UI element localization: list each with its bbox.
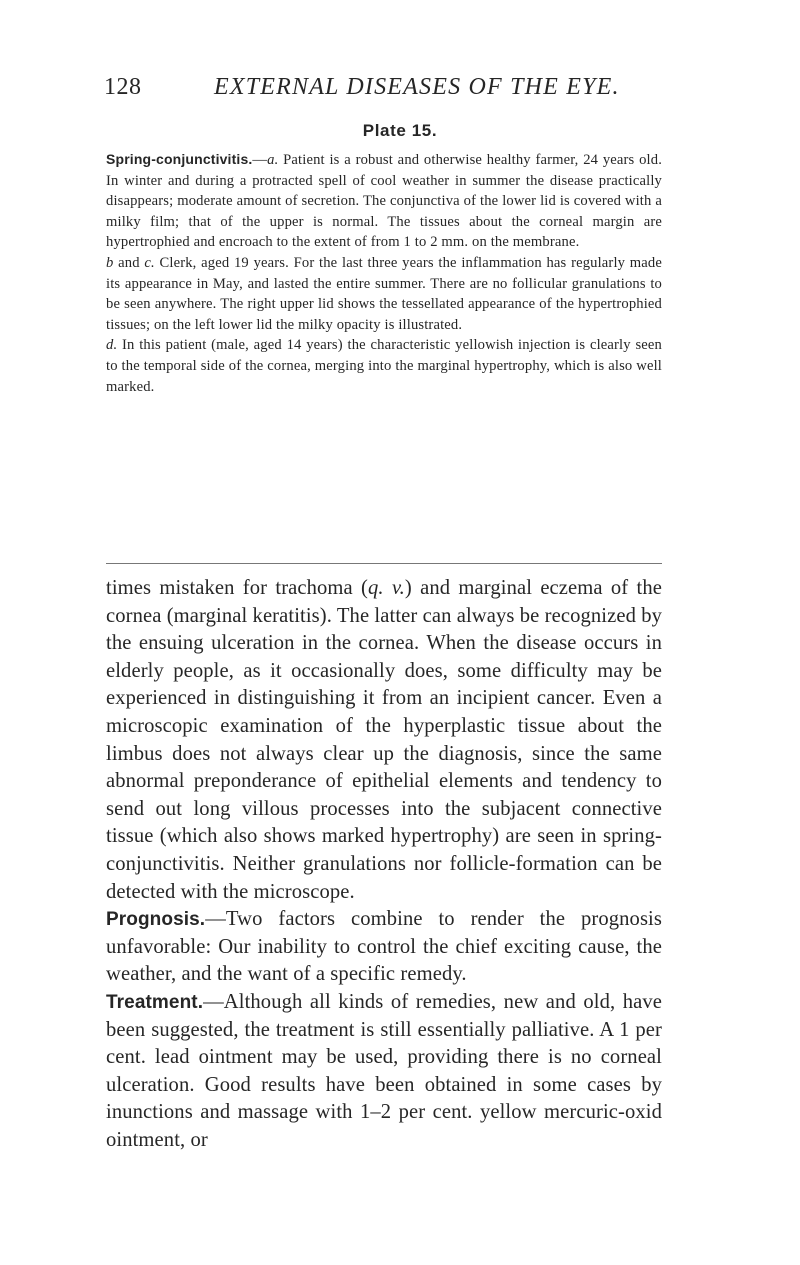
caption-heading: Spring-conjunctivitis. xyxy=(106,151,253,167)
main-text xyxy=(106,575,662,1154)
prognosis-text: —Two factors combine to render the prognosis unfavorable: Our inability to control the chief exciting cause, the weather, and the want of a specific remedy. xyxy=(106,908,662,986)
caption-letter-a: a. xyxy=(267,152,279,168)
prognosis-paragraph xyxy=(106,906,662,989)
treatment-paragraph xyxy=(106,989,662,1155)
caption-text-b: Clerk, aged 19 years. For the last three years the inflammation has regularly made its appearance in May, and lasted the entire summer. There are no follicular granulations to be seen anywhere. The right upper lid shows the tessellated appearance of the hypertrophied tissues; on the left lower lid the milky opacity is illustrated. xyxy=(106,254,662,333)
treatment-text: —Although all kinds of remedies, new and old, have been suggested, the treatment is still essentially palliative. A 1 per cent. lead ointment may be used, providing there is no corneal ulceration. Good results have been obtained in some cases by inunctions and massage with 1–2 per cent. yellow mercuric-oxid ointment, or xyxy=(106,990,662,1151)
caption-letter-b: b xyxy=(106,254,114,271)
running-header xyxy=(104,74,664,104)
plate-caption xyxy=(106,149,662,397)
caption-letter-c: c. xyxy=(144,254,155,271)
body-text-after: ) and marginal eczema of the cornea (marginal keratitis). The latter can always be recognized by the ensuing ulceration in the cornea. When the disease occurs in elderly people, as it occasionally does, some difficulty may be experienced in distinguishing it from an incipient cancer. Even a microscopic examination of the hyperplastic tissue about the limbus does not always clear up the diagnosis, since the same abnormal preponderance of epithelial elements and tendency to send out long villous processes into the subjacent connective tissue (which also shows marked hypertrophy) are seen in spring-conjunctivitis. Neither granulations nor follicle-formation can be detected with the microscope. xyxy=(106,577,663,903)
caption-text-a: Patient is a robust and otherwise healthy farmer, 24 years old. In winter and during a protracted spell of cool weather in summer the disease practically disappears; moderate amount of secretion. The conjunctiva of the lower lid is covered with a milky film; that of the upper is normal. The tissues about the corneal margin are hypertrophied and encroach to the extent of from 1 to 2 mm. on the membrane. xyxy=(106,152,662,251)
caption-paragraph-d xyxy=(106,335,662,397)
plate-title: Plate 15. xyxy=(362,121,438,140)
caption-paragraph-a xyxy=(106,149,662,253)
body-text-before: times mistaken for trachoma ( xyxy=(106,577,369,599)
body-paragraph-1 xyxy=(106,575,662,906)
prognosis-heading: Prognosis. xyxy=(106,909,206,931)
running-title: EXTERNAL DISEASES OF THE EYE. xyxy=(214,74,620,100)
caption-dash: — xyxy=(252,152,268,168)
caption-letter-d: d. xyxy=(106,337,118,354)
body-qv: q. v. xyxy=(368,577,405,599)
caption-text-d: In this patient (male, aged 14 years) the characteristic yellowish injection is clearly seen to the temporal side of the cornea, merging into the marginal hypertrophy, which is also well marked. xyxy=(106,337,662,395)
caption-divider xyxy=(106,563,662,564)
caption-paragraph-b xyxy=(106,253,662,335)
caption-and: and xyxy=(113,254,145,271)
page-number: 128 xyxy=(104,74,142,100)
treatment-heading: Treatment. xyxy=(106,991,204,1013)
